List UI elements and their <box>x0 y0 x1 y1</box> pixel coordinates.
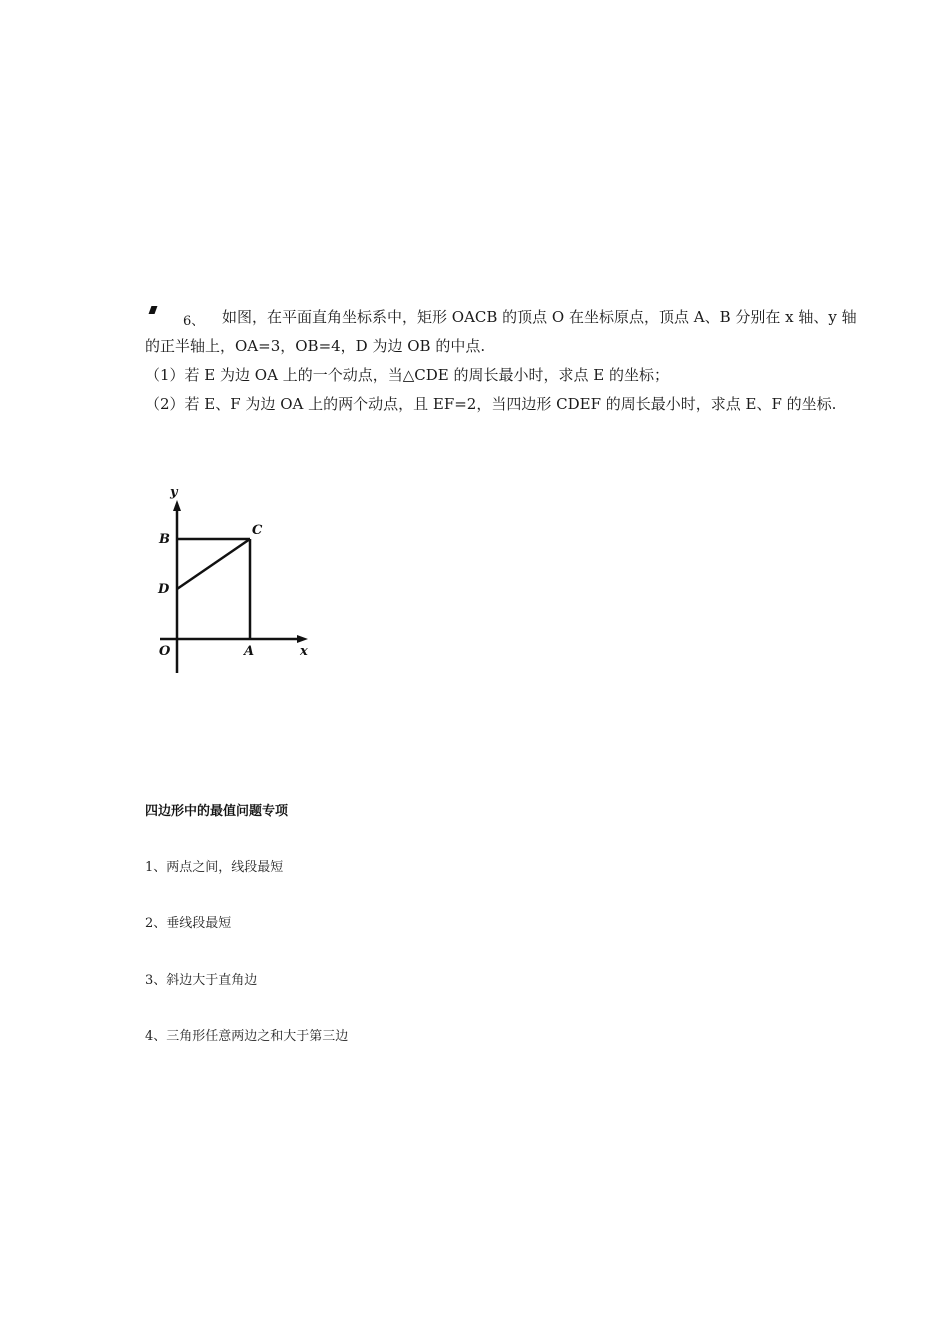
x-axis-arrow <box>297 635 308 643</box>
coordinate-figure <box>140 478 330 683</box>
list-item: 4、三角形任意两边之和大于第三边 <box>145 1029 349 1044</box>
list-item: 1、两点之间，线段最短 <box>145 860 284 875</box>
list-item: 3、斜边大于直角边 <box>145 973 258 988</box>
label-D: D <box>158 582 170 597</box>
label-B: B <box>159 532 170 547</box>
problem-number: 6、 <box>183 314 205 329</box>
label-C: C <box>252 523 263 538</box>
list-item: 2、垂线段最短 <box>145 916 232 931</box>
label-y: y <box>170 485 178 500</box>
problem-line-2: 的正半轴上，OA=3，OB=4，D 为边 OB 的中点. <box>145 337 486 355</box>
label-O: O <box>159 644 171 659</box>
question-1: （1）若 E 为边 OA 上的一个动点，当△CDE 的周长最小时，求点 E 的坐标； <box>145 366 669 384</box>
segment-DC <box>177 539 250 589</box>
label-x: x <box>300 644 308 659</box>
label-A: A <box>244 644 255 659</box>
problem-line-1: 如图，在平面直角坐标系中，矩形 OACB 的顶点 O 在坐标原点，顶点 A、B 分别在 x 轴、y 轴 <box>222 308 857 326</box>
scan-artifact <box>149 306 158 314</box>
question-2: （2）若 E、F 为边 OA 上的两个动点，且 EF=2，当四边形 CDEF 的周长最小时，求点 E、F 的坐标. <box>145 395 837 413</box>
section-title: 四边形中的最值问题专项 <box>145 804 289 819</box>
y-axis-arrow <box>173 500 181 511</box>
